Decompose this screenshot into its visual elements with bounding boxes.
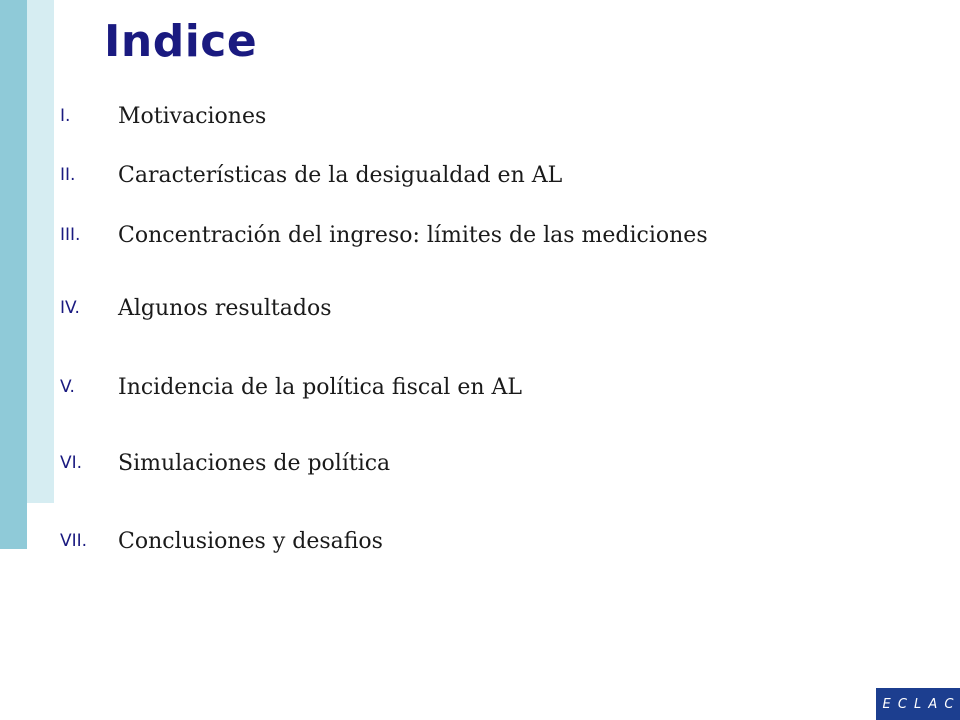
slide-title: Indice [104,16,258,67]
agenda-numeral: II. [60,165,76,185]
agenda-label: Concentración del ingreso: límites de las mediciones [118,222,708,248]
decorative-bar-inner [27,0,54,503]
agenda-numeral: III. [60,225,81,245]
agenda-numeral: VII. [60,531,88,551]
agenda-label: Algunos resultados [118,295,332,321]
agenda-numeral: VI. [60,453,83,473]
logo-letter: C [944,696,954,712]
agenda-item [60,524,860,558]
agenda-label: Características de la desigualdad en AL [118,162,563,188]
agenda-item [60,158,860,192]
agenda-item [60,291,860,325]
logo-letter: A [928,696,938,712]
agenda-numeral: I. [60,106,71,126]
agenda-item [60,370,860,404]
logo-letter: L [914,696,922,712]
agenda-item [60,218,860,252]
agenda-label: Incidencia de la política fiscal en AL [118,374,523,400]
logo-letter: C [897,696,907,712]
agenda-item [60,446,860,480]
agenda-item [60,99,860,133]
logo-letter: E [882,696,891,712]
agenda-label: Conclusiones y desafios [118,528,383,554]
decorative-bar-outer [0,0,27,549]
agenda-label: Motivaciones [118,103,267,129]
agenda-numeral: IV. [60,298,80,318]
agenda-label: Simulaciones de política [118,450,391,476]
eclac-logo [876,688,960,720]
agenda-numeral: V. [60,377,75,397]
